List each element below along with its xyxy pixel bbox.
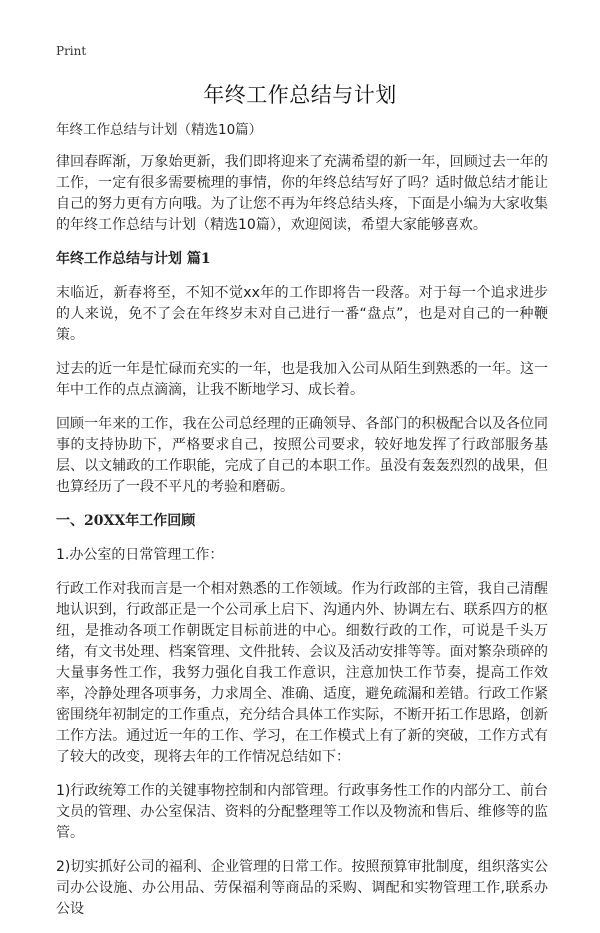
paragraph: 行政工作对我而言是一个相对熟悉的工作领域。作为行政部的主管，我自己清醒地认识到，行政部正是一个公司承上启下、沟通内外、协调左右、联系四方的枢纽，是推动各项工作朝既定目标前进的中心。细数行政的工作，可说是千头万绪，有文书处理、档案管理、文件批转、会议及活动安排等等。面对繁杂琐碎的大量事务性工作，我努力强化自我工作意识，注意加快工作节奏，提高工作效率，冷静处理各项事务，力求周全、准确、适度，避免疏漏和差错。行政工作紧密围绕年初制定的工作重点，充分结合具体工作实际，不断开拓工作思路，创新工作方法。通过近一年的工作、学习，在工作模式上有了新的突破，工作方式有了较大的改变，现将去年的工作情况总结如下： (56, 581, 548, 765)
document-subtitle: 年终工作总结与计划（精选10篇） (56, 122, 263, 138)
paragraph: 回顾一年来的工作，我在公司总经理的正确领导、各部门的积极配合以及各位同事的支持协助下，严格要求自己，按照公司要求，较好地发挥了行政部服务基层、以文辅政的工作职能，完成了自己的本职工作。虽没有轰轰烈烈的战果，但也算经历了一段不平凡的考验和磨砺。 (56, 416, 548, 495)
review-heading: 一、20XX年工作回顾 (56, 513, 196, 529)
paragraph: 末临近，新春将至，不知不觉xx年的工作即将告一段落。对于每一个追求进步的人来说，免不了会在年终岁末对自己进行一番“盘点”，也是对自己的一种鞭策。 (56, 285, 548, 343)
print-link[interactable]: Print (56, 44, 87, 58)
intro-paragraph: 律回春晖渐，万象始更新，我们即将迎来了充满希望的新一年，回顾过去一年的工作，一定有很多需要梳理的事情，你的年终总结写好了吗？适时做总结才能让自己的努力更有方向哦。为了让您不再为年终总结头疼，下面是小编为大家收集的年终工作总结与计划（精选10篇），欢迎阅读，希望大家能够喜欢。 (56, 154, 548, 233)
list-item: 2)切实抓好公司的福利、企业管理的日常工作。按照预算审批制度，组织落实公司办公设施、办公用品、劳保福利等商品的采购、调配和实物管理工作,联系办公设 (56, 859, 548, 917)
paragraph: 过去的近一年是忙碌而充实的一年，也是我加入公司从陌生到熟悉的一年。这一年中工作的点点滴滴，让我不断地学习、成长着。 (56, 361, 548, 398)
item-title: 1.办公室的日常管理工作： (56, 547, 224, 563)
document-body (56, 120, 548, 933)
list-item: 1)行政统筹工作的关键事物控制和内部管理。行政事务性工作的内部分工、前台文员的管理、办公室保洁、资料的分配整理等工作以及物流和售后、维修等的监管。 (56, 783, 548, 841)
page-title: 年终工作总结与计划 (203, 83, 397, 107)
section-heading: 年终工作总结与计划 篇1 (56, 251, 211, 267)
